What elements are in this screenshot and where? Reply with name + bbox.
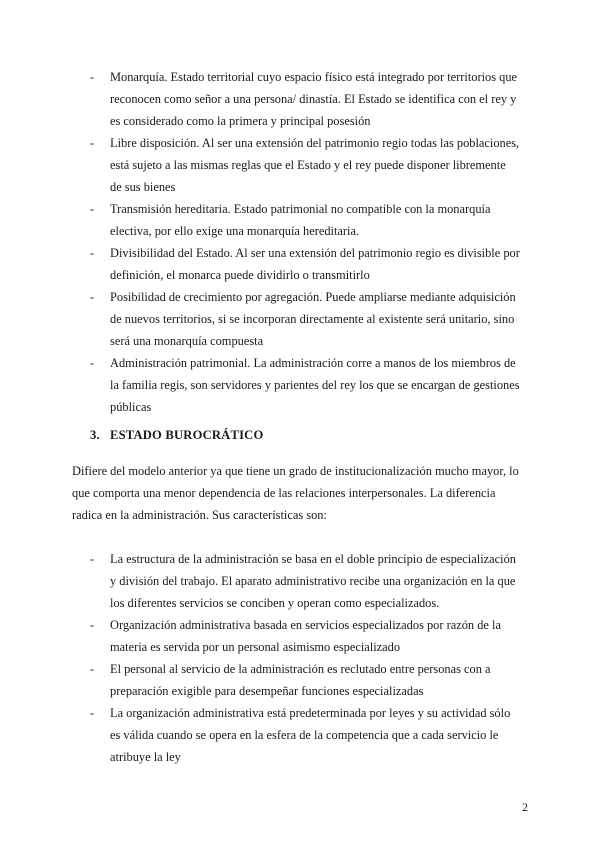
list-bullet: -: [90, 290, 95, 304]
bureaucratic-state-characteristics-list: [90, 548, 520, 768]
list-item-text: La estructura de la administración se basa en el doble principio de especialización y división del trabajo. El aparato administrativo recibe una organización en la que los diferentes servicios se conciben y operan como especializados.: [110, 552, 516, 610]
list-bullet: -: [90, 202, 95, 216]
list-bullet: -: [90, 136, 95, 150]
list-item-text: Monarquía. Estado territorial cuyo espacio físico está integrado por territorios que reconocen como señor a una persona/ dinastía. El Estado se identifica con el rey y es considerado como la primera y principal posesión: [110, 70, 518, 128]
list-item-text: Posibilidad de crecimiento por agregación. Puede ampliarse mediante adquisición de nuevos territorios, si se incorporan directamente al existente será unitario, sino será una monarquía compuesta: [110, 290, 516, 348]
list-item: [90, 658, 520, 702]
list-item: [90, 548, 520, 614]
list-item-text: Divisibilidad del Estado. Al ser una extensión del patrimonio regio es divisible por definición, el monarca puede dividirlo o transmitirlo: [110, 246, 520, 282]
list-item-text: Administración patrimonial. La administración corre a manos de los miembros de la familia regis, son servidores y parientes del rey los que se encargan de gestiones públicas: [110, 356, 520, 414]
section-title: ESTADO BUROCRÁTICO: [110, 428, 264, 442]
list-item: [90, 198, 520, 242]
list-item: [90, 66, 520, 132]
page-number: 2: [522, 800, 528, 814]
list-bullet: -: [90, 356, 95, 370]
list-item: [90, 614, 520, 658]
list-bullet: -: [90, 618, 95, 632]
list-item: [90, 286, 520, 352]
patrimonial-state-characteristics-list: [90, 66, 520, 418]
list-bullet: -: [90, 70, 95, 84]
list-item-text: Libre disposición. Al ser una extensión del patrimonio regio todas las poblaciones, está sujeto a las mismas reglas que el Estado y el rey puede disponer libremente de sus bienes: [110, 136, 520, 194]
list-item-text: El personal al servicio de la administración es reclutado entre personas con a preparación exigible para desempeñar funciones especializadas: [110, 662, 491, 698]
list-bullet: -: [90, 246, 95, 260]
list-item: [90, 702, 520, 768]
list-bullet: -: [90, 706, 95, 720]
list-item-text: La organización administrativa está predeterminada por leyes y su actividad sólo es válida cuando se opera en la esfera de la competencia que a cada servicio le atribuye la ley: [110, 706, 511, 764]
list-item: [90, 242, 520, 286]
section-heading: [90, 424, 263, 446]
list-bullet: -: [90, 552, 95, 566]
list-item-text: Organización administrativa basada en servicios especializados por razón de la materia es servida por un personal asimismo especializado: [110, 618, 501, 654]
list-item: [90, 352, 520, 418]
body-paragraph: Difiere del modelo anterior ya que tiene un grado de institucionalización mucho mayor, lo que comporta una menor dependencia de las relaciones interpersonales. La diferencia radica en la administración. Sus características son:: [72, 464, 519, 522]
list-bullet: -: [90, 662, 95, 676]
list-item-text: Transmisión hereditaria. Estado patrimonial no compatible con la monarquía electiva, por ello exige una monarquía hereditaria.: [110, 202, 491, 238]
list-item: [90, 132, 520, 198]
section-number: 3.: [90, 428, 100, 442]
